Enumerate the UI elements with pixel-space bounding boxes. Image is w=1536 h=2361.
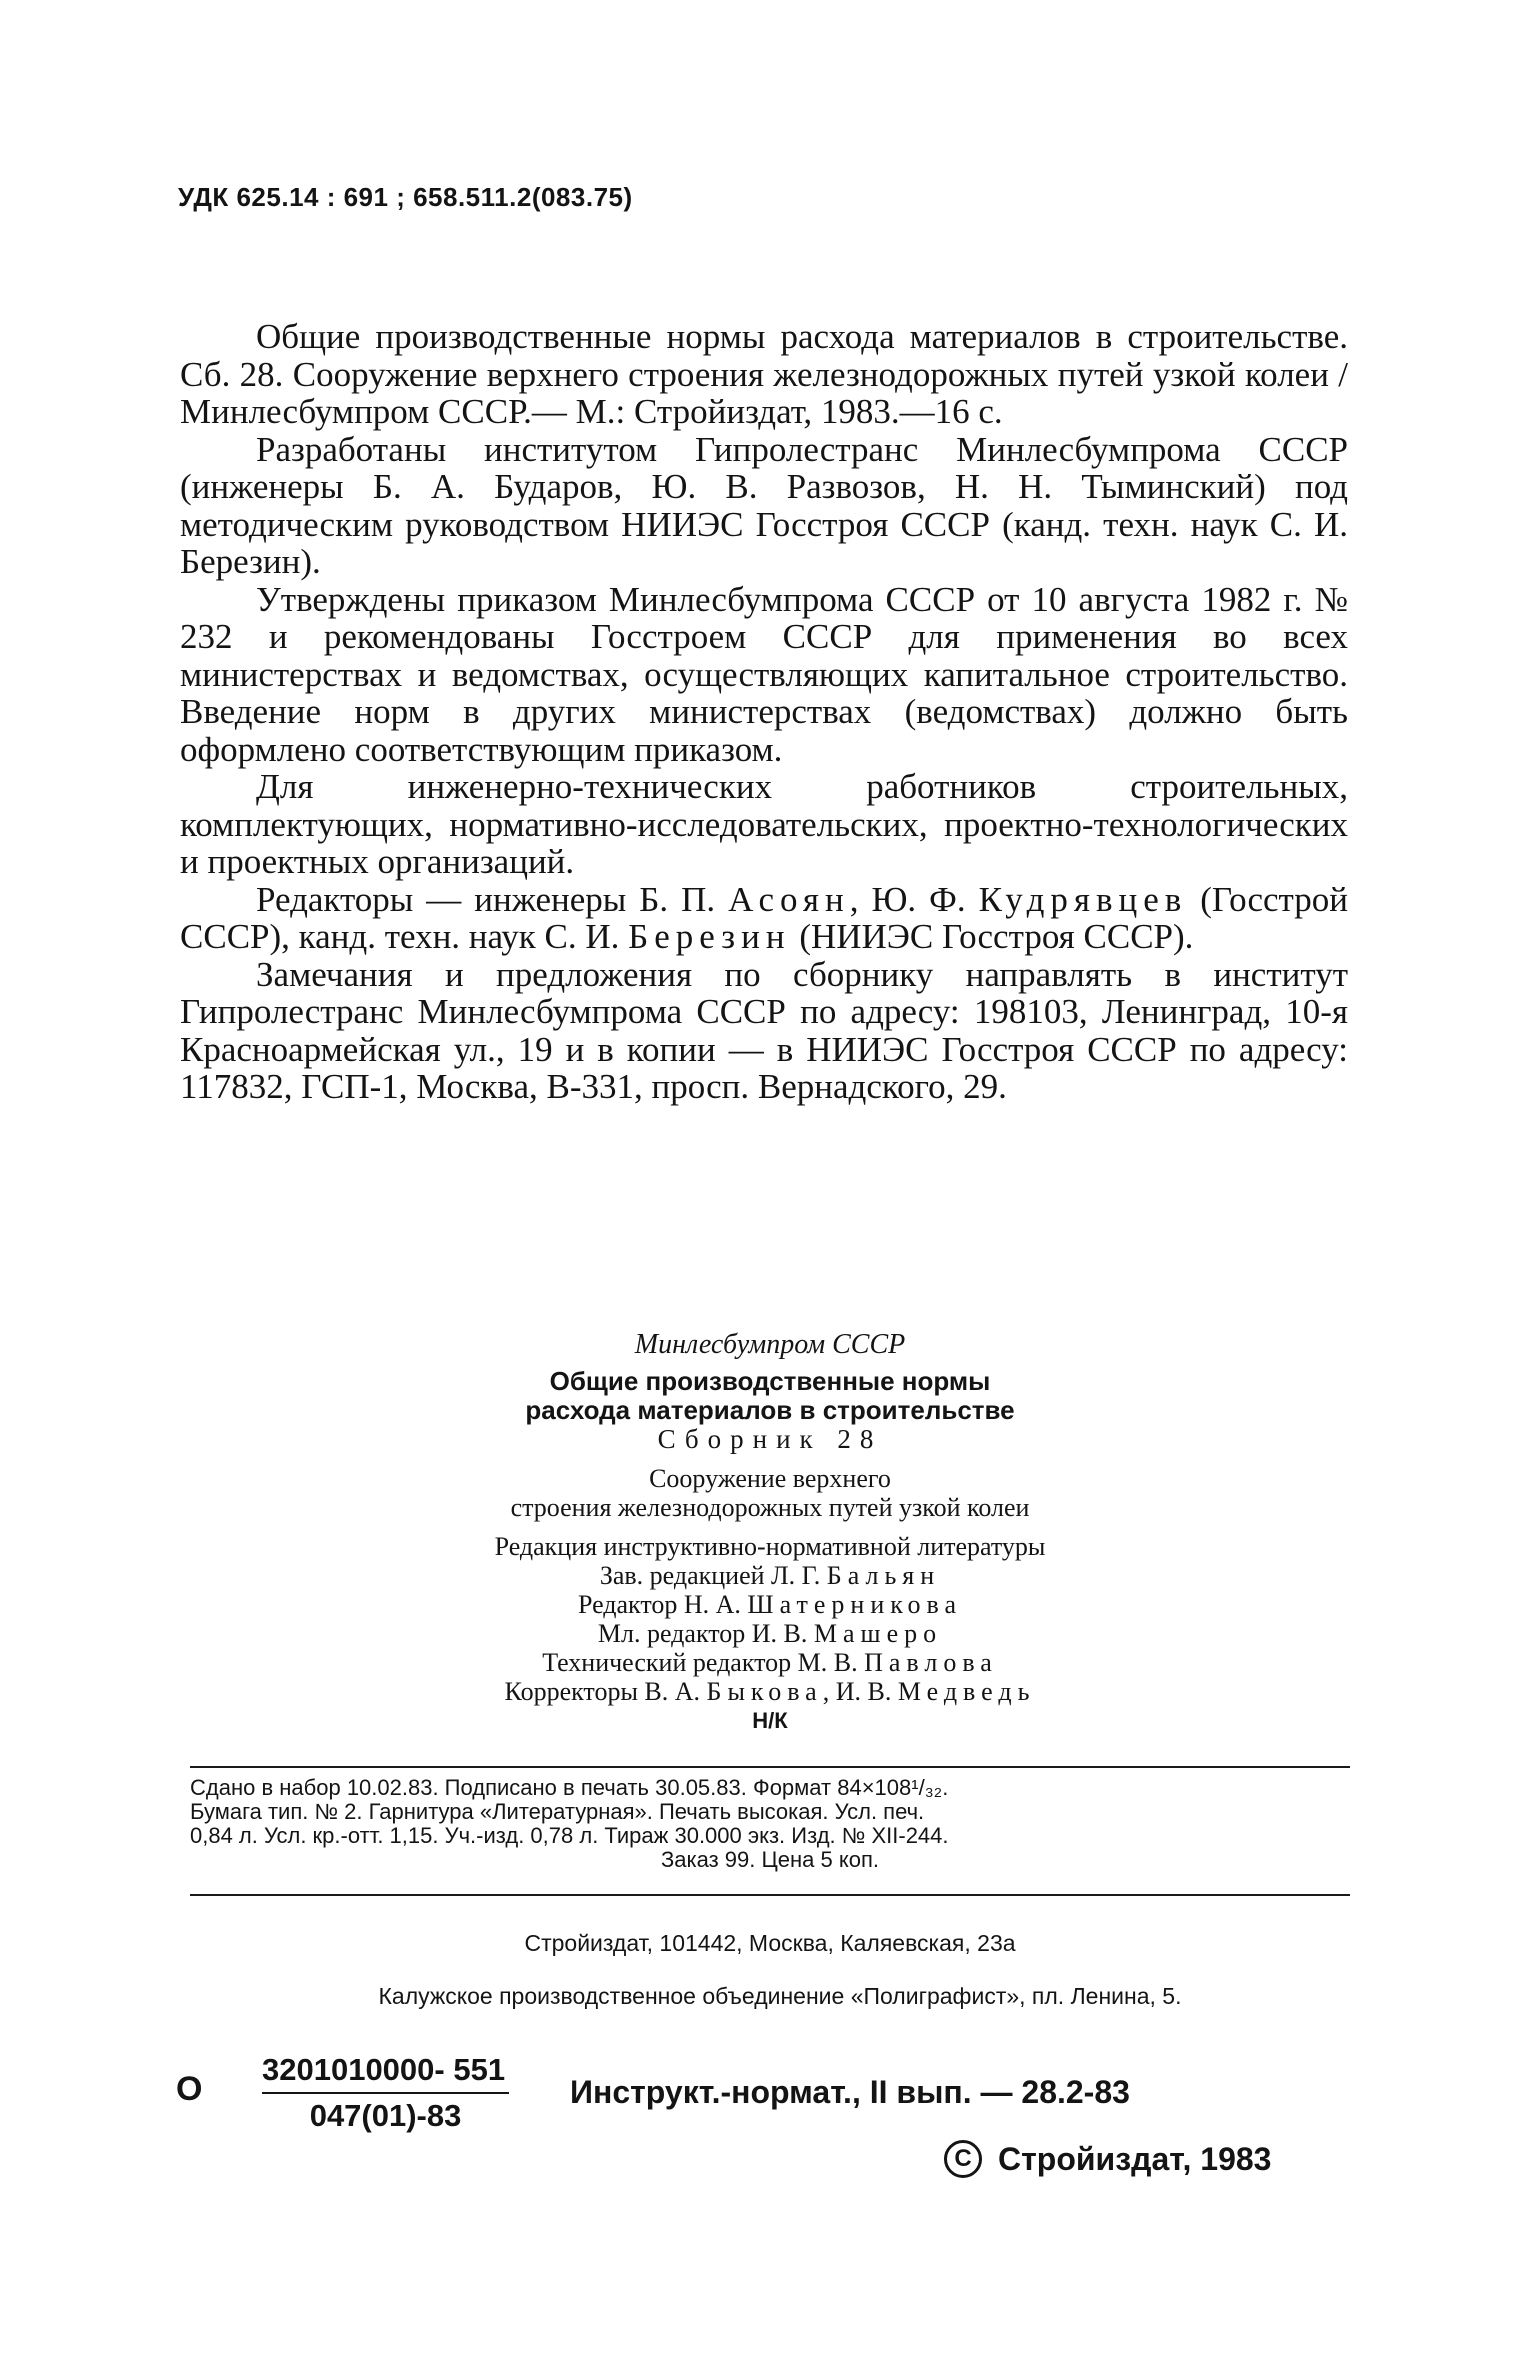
tech-editor-name: Павлова — [864, 1648, 998, 1677]
editor-name-asoyan: Асоян — [728, 879, 850, 919]
editor-name: Шатерникова — [747, 1590, 963, 1619]
divider-bottom — [190, 1894, 1350, 1896]
index-letter: О — [176, 2070, 203, 2108]
editor-name-berezin: Березин — [628, 917, 791, 956]
junior-editor-name: Машеро — [813, 1619, 943, 1648]
proofreader-name-2: Медведь — [897, 1677, 1036, 1706]
abstract-paragraph-citation: Общие производственные нормы расхода материалов в строительстве. Сб. 28. Сооружение верхнего строения железнодорожных путей узкой колеи / Минлесбумпром СССР.— М.: Стройиздат, 1983.—16 с. — [180, 317, 1348, 431]
head-editor-label: Зав. редакцией Л. Г. — [599, 1561, 827, 1590]
editors-text-a: Редакторы — инженеры Б. П. — [256, 879, 729, 919]
editors-text-d: (НИИЭС Госстроя СССР). — [790, 917, 1194, 956]
proofreader-name-1: Быкова — [706, 1677, 823, 1706]
proofreaders-mid: , И. В. — [822, 1677, 898, 1706]
proofreaders-label: Корректоры В. А. — [504, 1677, 707, 1706]
colophon-code: Н/К — [752, 1708, 788, 1733]
series-info: Инструкт.-нормат., II вып. — 28.2-83 — [570, 2074, 1130, 2110]
copyright-icon: C — [944, 2140, 982, 2178]
imprint-line3: 0,84 л. Усл. кр.-отт. 1,15. Уч.-изд. 0,78 л. Тираж 30.000 экз. Изд. № XII-244. — [190, 1823, 949, 1848]
index-fraction — [262, 2052, 509, 2134]
index-denominator: 047(01)-83 — [309, 2098, 462, 2133]
divider-top — [190, 1766, 1350, 1768]
colophon-junior-editor — [190, 1619, 1350, 1648]
colophon-subtitle-line1: Сооружение верхнего — [649, 1464, 891, 1493]
colophon-editor — [190, 1590, 1350, 1619]
colophon-subtitle-line2: строения железнодорожных путей узкой колеи — [510, 1493, 1030, 1522]
abstract-paragraph-feedback: Замечания и предложения по сборнику направлять в институт Гипролестранс Минлесбумпрома СССР по адресу: 198103, Ленинград, 10-я Красноармейская ул., 19 и в копии — в НИИЭС Госстроя СССР по адресу: 117832, ГСП-1, Москва, В-331, просп. Вернадского, 29. — [180, 954, 1348, 1106]
abstract-paragraph-approval: Утверждены приказом Минлесбумпрома СССР от 10 августа 1982 г. № 232 и рекомендованы Госстроем СССР для применения во всех министерствах и ведомствах, осуществляющих капитальное строительство. Введение норм в других министерствах (ведомствах) должно быть оформлено соответствующим приказом. — [180, 579, 1348, 769]
colophon-tech-editor — [190, 1648, 1350, 1677]
colophon-editorial-office: Редакция инструктивно-нормативной литературы — [494, 1532, 1046, 1561]
abstract-paragraph-audience: Для инженерно-технических работников строительных, комплектующих, нормативно-исследовательских, проектно-технологических и проектных организаций. — [180, 767, 1348, 881]
imprint-line4: Заказ 99. Цена 5 коп. — [660, 1847, 879, 1872]
udk-code: УДК 625.14 : 691 ; 658.511.2(083.75) — [178, 182, 633, 212]
abstract-block — [180, 318, 1348, 1106]
abstract-paragraph-editors — [180, 881, 1348, 956]
index-numerator: 3201010000- 551 — [262, 2052, 509, 2094]
editors-text-b: , Ю. Ф. — [849, 879, 979, 919]
junior-editor-label: Мл. редактор И. В. — [597, 1619, 814, 1648]
editor-name-kudryavtsev: Кудрявцев — [978, 879, 1188, 919]
colophon-collection: Сборник 28 — [657, 1424, 883, 1454]
editors-text-c: (Госстрой СССР), канд. техн. наук С. И. — [180, 879, 1348, 956]
colophon-proofreaders — [190, 1677, 1350, 1706]
editor-label: Редактор Н. А. — [577, 1590, 748, 1619]
colophon-title-line1: Общие производственные нормы — [549, 1366, 991, 1396]
copyright-line — [944, 2140, 1271, 2178]
colophon-head-editor — [190, 1561, 1350, 1590]
publisher-address: Стройиздат, 101442, Москва, Каляевская, 23а — [524, 1930, 1016, 1956]
copyright-text: Стройиздат, 1983 — [998, 2140, 1272, 2177]
imprint-line1: Сдано в набор 10.02.83. Подписано в печать 30.05.83. Формат 84×108¹/₃₂. — [190, 1775, 949, 1800]
imprint-line2: Бумага тип. № 2. Гарнитура «Литературная». Печать высокая. Усл. печ. — [190, 1799, 925, 1824]
head-editor-name: Бальян — [826, 1561, 941, 1590]
colophon-title-line2: расхода материалов в строительстве — [525, 1395, 1015, 1425]
abstract-paragraph-developers: Разработаны институтом Гипролестранс Минлесбумпрома СССР (инженеры Б. А. Бударов, Ю. В. Развозов, Н. Н. Тыминский) под методическим руководством НИИЭС Госстроя СССР (канд. техн. наук С. И. Березин). — [180, 429, 1348, 581]
imprint-block — [190, 1776, 1350, 1872]
printer-address: Калужское производственное объединение «Полиграфист», пл. Ленина, 5. — [378, 1983, 1182, 2009]
colophon-block — [190, 1330, 1350, 1735]
colophon-publisher: Минлесбумпром СССР — [634, 1329, 906, 1360]
tech-editor-label: Технический редактор М. В. — [542, 1648, 865, 1677]
